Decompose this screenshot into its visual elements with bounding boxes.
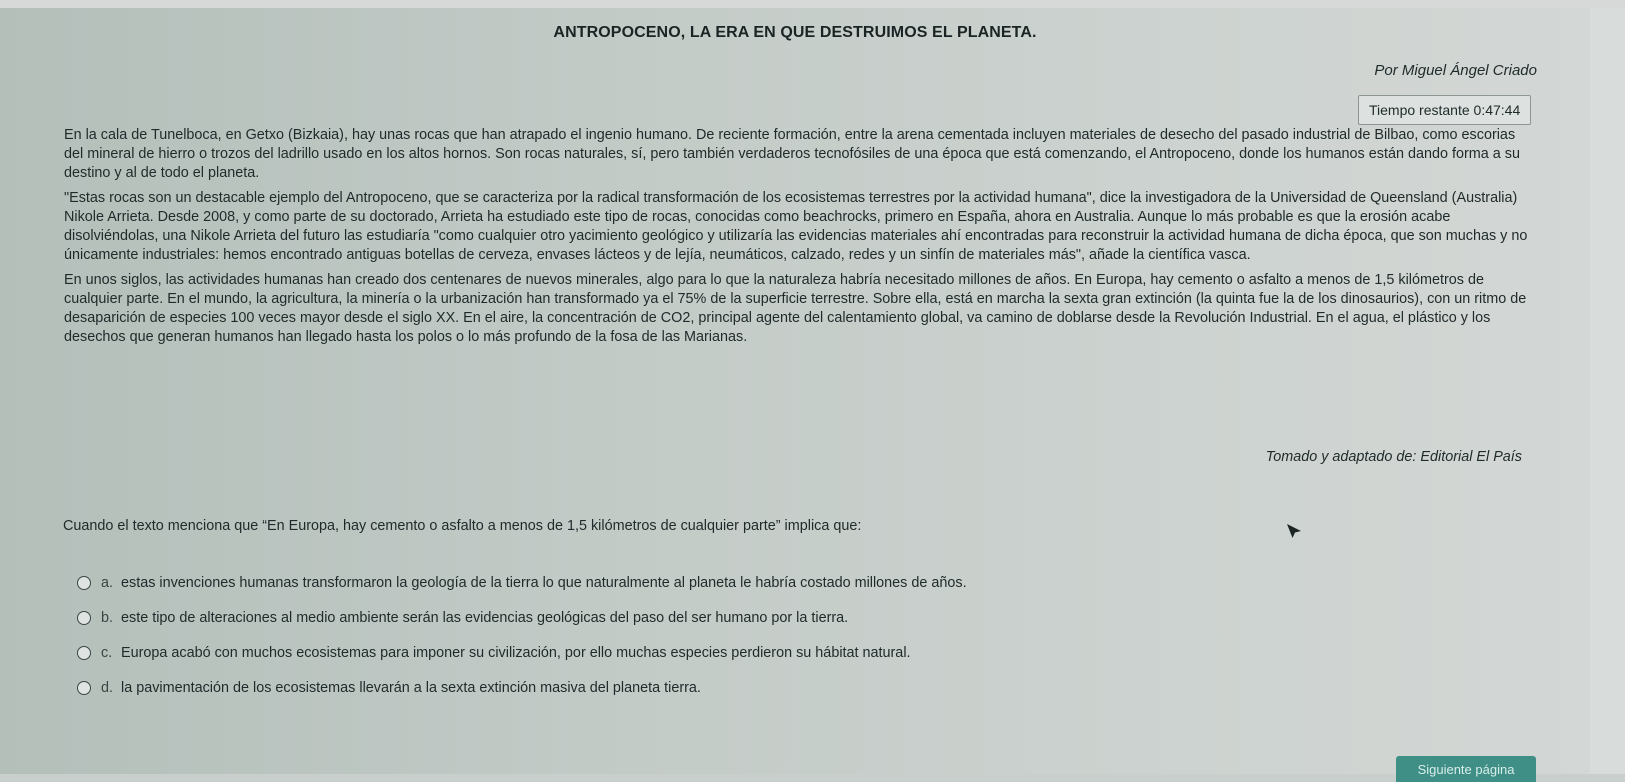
timer-label: Tiempo restante	[1369, 102, 1470, 118]
question-text: Cuando el texto menciona que “En Europa, hay cemento o asfalto a menos de 1,5 kilómetros de cualquier parte” implica que:	[63, 518, 862, 534]
answer-options	[77, 572, 967, 712]
article-title: ANTROPOCENO, LA ERA EN QUE DESTRUIMOS EL PLANETA.	[553, 24, 1037, 41]
article-paragraph-2: "Estas rocas son un destacable ejemplo del Antropoceno, que se caracteriza por la radical transformación de los ecosistemas terrestres por la actividad humana", dice la investigadora de la Universidad de Queensland (Australia) Nikole Arrieta. Desde 2008, y como parte de su doctorado, Arrieta ha estudiado este tipo de rocas, conocidas como beachrocks, primero en España, ahora en Australia. Aunque lo más probable es que la erosión acabe disolviéndolas, una Nikole Arrieta del futuro las estudiaría "como cualquier otro yacimiento geológico y utilizaría las evidencias materiales ahí encontradas para reconstruir la actividad humana de dicha época, que son muchas y no únicamente industriales: hemos encontrado antiguas botellas de cerveza, envases lácteos y de lejía, neumáticos, calzado, redes y un sinfín de materiales más", añade la científica vasca.	[64, 190, 1528, 263]
radio-option-a[interactable]	[77, 576, 91, 590]
option-b-text[interactable]: este tipo de alteraciones al medio ambiente serán las evidencias geológicas del paso del ser humano por la tierra.	[121, 610, 849, 626]
radio-option-c[interactable]	[77, 646, 91, 660]
option-a-letter: a.	[101, 575, 114, 591]
radio-option-b[interactable]	[77, 611, 91, 625]
right-scroll-rail[interactable]	[1590, 8, 1625, 774]
option-b[interactable]	[77, 607, 967, 629]
option-d-text[interactable]: la pavimentación de los ecosistemas llevarán a la sexta extinción masiva del planeta tierra.	[121, 680, 701, 696]
article-source: Tomado y adaptado de: Editorial El País	[1265, 449, 1522, 465]
option-a-text[interactable]: estas invenciones humanas transformaron la geología de la tierra lo que naturalmente al planeta le habría costado millones de años.	[121, 575, 967, 591]
article-author: Por Miguel Ángel Criado	[1374, 62, 1537, 79]
article-paragraph-1: En la cala de Tunelboca, en Getxo (Bizkaia), hay unas rocas que han atrapado el ingenio humano. De reciente formación, entre la arena cementada incluyen materiales de desecho del pasado industrial de Bilbao, como escorias del mineral de hierro o trozos del ladrillo usado en los altos hornos. Son rocas naturales, sí, pero también verdaderos tecnofósiles de una época que está comenzando, el Antropoceno, donde los humanos están dando forma a su destino y al de todo el planeta.	[64, 127, 1520, 181]
option-c-text[interactable]: Europa acabó con muchos ecosistemas para imponer su civilización, por ello muchas especies perdieron su hábitat natural.	[121, 645, 911, 661]
time-remaining-box	[1358, 95, 1531, 125]
mouse-cursor-icon	[1285, 522, 1303, 540]
article-body	[64, 126, 1532, 353]
option-d[interactable]	[77, 677, 967, 699]
timer-value: 0:47:44	[1473, 102, 1521, 118]
next-page-button[interactable]: Siguiente página	[1396, 756, 1536, 782]
option-c-letter: c.	[101, 645, 113, 661]
option-d-letter: d.	[101, 680, 114, 696]
option-c[interactable]	[77, 642, 967, 664]
radio-option-d[interactable]	[77, 681, 91, 695]
option-a[interactable]	[77, 572, 967, 594]
option-b-letter: b.	[101, 610, 114, 626]
article-paragraph-3: En unos siglos, las actividades humanas han creado dos centenares de nuevos minerales, algo para lo que la naturaleza habría necesitado millones de años. En Europa, hay cemento o asfalto a menos de 1,5 kilómetros de cualquier parte. En el mundo, la agricultura, la minería o la urbanización han transformado ya el 75% de la superficie terrestre. Sobre ella, está en marcha la sexta gran extinción (la quinta fue la de los dinosaurios), con un ritmo de desaparición de especies 100 veces mayor desde el siglo XX. En el aire, la concentración de CO2, principal agente del calentamiento global, va camino de doblarse desde la Revolución Industrial. En el agua, el plástico y los desechos que generan humanos han llegado hasta los polos o lo más profundo de la fosa de las Marianas.	[64, 272, 1527, 345]
